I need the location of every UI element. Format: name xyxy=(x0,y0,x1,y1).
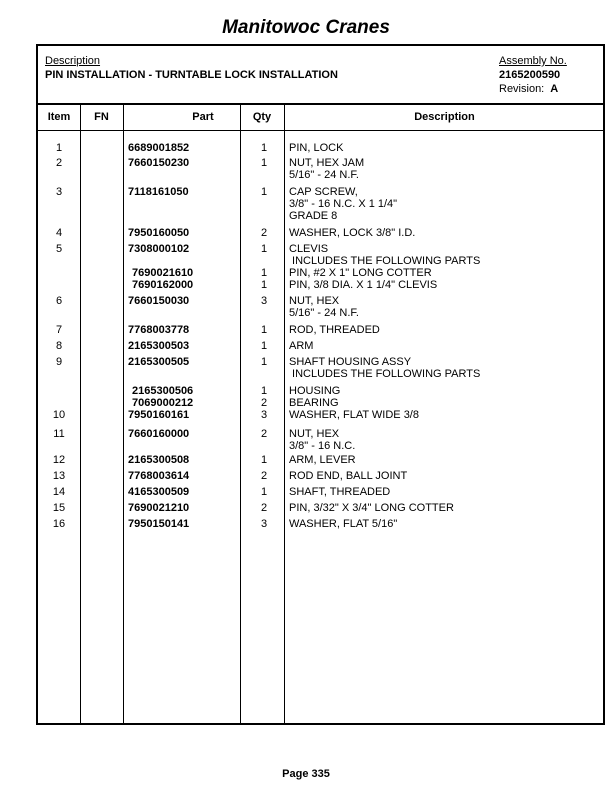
quantity: 1 xyxy=(260,243,268,255)
assembly-header xyxy=(38,46,603,105)
quantity: 2 xyxy=(260,502,268,514)
quantity: 1 xyxy=(260,356,268,368)
item-number: 11 xyxy=(53,428,65,440)
assembly-number-label: Assembly No. xyxy=(499,55,567,67)
part-number: 7660150030 xyxy=(128,295,190,307)
column-header-item: Item xyxy=(47,111,71,123)
quantity: 1 xyxy=(260,186,268,198)
quantity: 2 xyxy=(260,470,268,482)
part-description: CLEVIS INCLUDES THE FOLLOWING PARTS xyxy=(289,243,481,267)
column-header-qty: Qty xyxy=(252,111,272,123)
quantity: 1 xyxy=(260,267,268,279)
part-description: WASHER, FLAT WIDE 3/8 xyxy=(289,409,419,421)
part-number: 7069000212 xyxy=(132,397,194,409)
part-number: 7118161050 xyxy=(128,186,189,198)
column-divider xyxy=(284,105,285,723)
item-number: 7 xyxy=(55,324,63,336)
assembly-description: PIN INSTALLATION - TURNTABLE LOCK INSTALLATION xyxy=(45,69,338,81)
part-description: ROD, THREADED xyxy=(289,324,380,336)
quantity: 1 xyxy=(260,454,268,466)
part-number: 7768003614 xyxy=(128,470,190,482)
quantity: 1 xyxy=(260,157,268,169)
part-description: ARM xyxy=(289,340,314,352)
revision-label: Revision: xyxy=(499,83,545,95)
part-number: 7690021210 xyxy=(128,502,190,514)
part-number: 7950160161 xyxy=(128,409,190,421)
part-description: SHAFT HOUSING ASSY INCLUDES THE FOLLOWING PARTS xyxy=(289,356,481,380)
quantity: 2 xyxy=(260,397,268,409)
part-number: 2165300508 xyxy=(128,454,190,466)
description-label: Description xyxy=(45,55,101,67)
part-number: 6689001852 xyxy=(128,142,190,154)
item-number: 14 xyxy=(52,486,66,498)
quantity: 1 xyxy=(260,385,268,397)
item-number: 10 xyxy=(52,409,66,421)
assembly-number: 2165200590 xyxy=(499,69,561,81)
part-number: 2165300503 xyxy=(128,340,190,352)
quantity: 1 xyxy=(260,279,268,291)
column-header-description: Description xyxy=(414,111,475,123)
part-description: HOUSING xyxy=(289,385,341,397)
part-description: CAP SCREW, 3/8" - 16 N.C. X 1 1/4" GRADE 8 xyxy=(289,186,398,222)
part-description: NUT, HEX 3/8" - 16 N.C. xyxy=(289,428,356,452)
part-description: ROD END, BALL JOINT xyxy=(289,470,408,482)
part-description: WASHER, FLAT 5/16" xyxy=(289,518,398,530)
column-divider xyxy=(80,105,81,723)
item-number: 6 xyxy=(55,295,63,307)
part-description: PIN, #2 X 1" LONG COTTER xyxy=(289,267,432,279)
quantity: 2 xyxy=(260,227,268,239)
revision xyxy=(499,83,558,95)
item-number: 4 xyxy=(55,227,63,239)
part-description: PIN, LOCK xyxy=(289,142,344,154)
part-description: NUT, HEX 5/16" - 24 N.F. xyxy=(289,295,359,319)
column-header-part: Part xyxy=(192,111,214,123)
part-description: PIN, 3/8 DIA. X 1 1/4" CLEVIS xyxy=(289,279,438,291)
part-number: 7950150141 xyxy=(128,518,190,530)
column-divider xyxy=(240,105,241,723)
item-number: 8 xyxy=(55,340,63,352)
column-divider xyxy=(123,105,124,723)
quantity: 3 xyxy=(260,295,268,307)
item-number: 3 xyxy=(55,186,63,198)
part-number: 7660160000 xyxy=(128,428,190,440)
quantity: 1 xyxy=(260,142,268,154)
part-number: 7768003778 xyxy=(128,324,190,336)
column-header-fn: FN xyxy=(94,111,109,123)
part-number: 7950160050 xyxy=(128,227,190,239)
page-number: Page 335 xyxy=(282,768,330,780)
quantity: 2 xyxy=(260,428,268,440)
part-number: 7690162000 xyxy=(132,279,194,291)
item-number: 13 xyxy=(52,470,66,482)
item-number: 1 xyxy=(55,142,63,154)
page-title: Manitowoc Cranes xyxy=(222,17,390,38)
item-number: 5 xyxy=(55,243,63,255)
quantity: 1 xyxy=(260,340,268,352)
item-number: 9 xyxy=(55,356,63,368)
item-number: 15 xyxy=(52,502,66,514)
part-description: PIN, 3/32" X 3/4" LONG COTTER xyxy=(289,502,454,514)
part-description: BEARING xyxy=(289,397,339,409)
part-number: 4165300509 xyxy=(128,486,190,498)
part-description: SHAFT, THREADED xyxy=(289,486,391,498)
part-description: NUT, HEX JAM 5/16" - 24 N.F. xyxy=(289,157,365,181)
part-description: ARM, LEVER xyxy=(289,454,356,466)
part-description: WASHER, LOCK 3/8" I.D. xyxy=(289,227,416,239)
parts-table-frame xyxy=(36,44,605,725)
quantity: 1 xyxy=(260,324,268,336)
part-number: 2165300506 xyxy=(132,385,194,397)
quantity: 3 xyxy=(260,518,268,530)
item-number: 2 xyxy=(55,157,63,169)
part-number: 7690021610 xyxy=(132,267,194,279)
item-number: 12 xyxy=(52,454,66,466)
part-number: 7660150230 xyxy=(128,157,190,169)
part-number: 7308000102 xyxy=(128,243,190,255)
revision-value: A xyxy=(550,83,559,95)
item-number: 16 xyxy=(52,518,66,530)
quantity: 1 xyxy=(260,486,268,498)
quantity: 3 xyxy=(260,409,268,421)
part-number: 2165300505 xyxy=(128,356,190,368)
